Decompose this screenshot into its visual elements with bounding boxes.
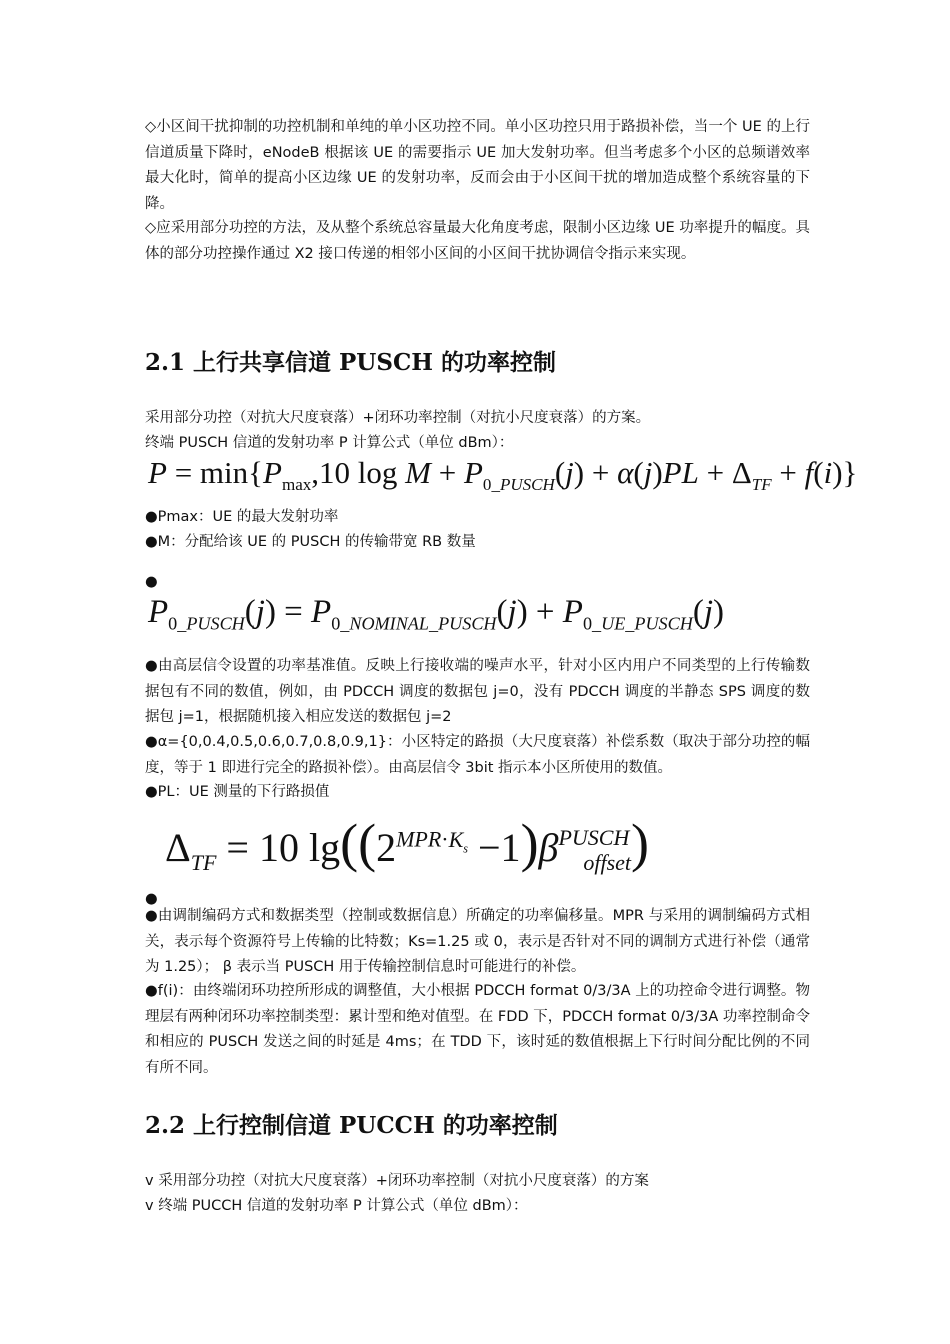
bullet-p0-description: ●由高层信令设置的功率基准值。反映上行接收端的噪声水平，针对小区内用户不同类型的上行传输数据包有不同的数值，例如，由 PDCCH 调度的数据包 j=0，没有 PDCCH 调度的半静态 SPS 调度的数据包 j=1，根据随机接入相应发送的数据包 j=2 bbox=[145, 658, 810, 725]
section-title: 上行共享信道 PUSCH 的功率控制 bbox=[193, 349, 557, 376]
section-title: 上行控制信道 PUCCH 的功率控制 bbox=[193, 1112, 558, 1139]
bullet-fi-description: ●f(i)：由终端闭环功控所形成的调整值，大小根据 PDCCH format 0/3/3A 上的功控命令进行调整。物理层有两种闭环功率控制类型：累计型和绝对值型。在 FDD 下，PDCCH format 0/3/3A 功率控制命令和相应的 PUSCH 发送之间的时延是 4ms；在 TDD 下，该时延的数值根据上下行时间分配比例的不同有所不同。 bbox=[145, 983, 810, 1076]
section-number: 2.1 bbox=[145, 349, 186, 376]
bullet-pmax: ●Pmax：UE 的最大发射功率 bbox=[145, 509, 339, 525]
bullet-m: ●M：分配给该 UE 的 PUSCH 的传输带宽 RB 数量 bbox=[145, 534, 476, 550]
delta-tf-formula: $\Delta_{TF} = 10$ $\lg((2^{MPR\cdot K_s} -1)\beta^{PUSCH}_{offset})$ bbox=[165, 813, 650, 875]
bullet-empty-1: ● bbox=[145, 573, 158, 590]
pucch-formula-intro: v 终端 PUCCH 信道的发射功率 P 计算公式（单位 dBm）： bbox=[145, 1198, 528, 1214]
pusch-scheme-line: 采用部分功控（对抗大尺度衰落）+闭环功率控制（对抗小尺度衰落）的方案。 bbox=[145, 410, 651, 426]
pusch-power-formula: $P = \min\{P_{max},10$ $\log M + P_{0\_PUSCH}(j) + \alpha(j)PL + \Delta_{TF} + f(i)$} bbox=[148, 455, 858, 495]
pucch-scheme-line: v 采用部分功控（对抗大尺度衰落）+闭环功率控制（对抗小尺度衰落）的方案 bbox=[145, 1173, 649, 1189]
bullet-empty-2: ● bbox=[145, 890, 158, 907]
section-heading-2-1 bbox=[145, 344, 556, 377]
p0-pusch-formula: $P_{0\_PUSCH}(j) = P_{0\_NOMINAL\_PUSCH}(j) + P_{0\_UE\_PUSCH}(j)$ bbox=[148, 594, 724, 634]
section-number: 2.2 bbox=[145, 1112, 186, 1139]
section-heading-2-2 bbox=[145, 1107, 558, 1140]
intro-paragraph-1: ◇小区间干扰抑制的功控机制和单纯的单小区功控不同。单小区功控只用于路损补偿，当一个 UE 的上行信道质量下降时，eNodeB 根据该 UE 的需要指示 UE 加大发射功率。但当考虑多个小区的总频谱效率最大化时，简单的提高小区边缘 UE 的发射功率，反而会由于小区间干扰的增加造成整个系统容量的下降。 bbox=[145, 119, 810, 212]
bullet-delta-tf-description: ●由调制编码方式和数据类型（控制或数据信息）所确定的功率偏移量。MPR 与采用的调制编码方式相关，表示每个资源符号上传输的比特数；Ks=1.25 或 0，表示是否针对不同的调制方式进行补偿（通常为 1.25）； β 表示当 PUSCH 用于传输控制信息时可能进行的补偿。 bbox=[145, 908, 810, 975]
bullet-alpha: ●α={0,0.4,0.5,0.6,0.7,0.8,0.9,1}：小区特定的路损（大尺度衰落）补偿系数（取决于部分功控的幅度，等于 1 即进行完全的路损补偿）。由高层信令 3bit 指示本小区所使用的数值。 bbox=[145, 734, 810, 776]
intro-paragraph-2: ◇应采用部分功控的方法，及从整个系统总容量最大化角度考虑，限制小区边缘 UE 功率提升的幅度。具体的部分功控操作通过 X2 接口传递的相邻小区间的小区间干扰协调信令指示来实现。 bbox=[145, 220, 810, 262]
pusch-formula-intro: 终端 PUSCH 信道的发射功率 P 计算公式（单位 dBm）： bbox=[145, 435, 514, 451]
bullet-pl: ●PL：UE 测量的下行路损值 bbox=[145, 784, 330, 800]
